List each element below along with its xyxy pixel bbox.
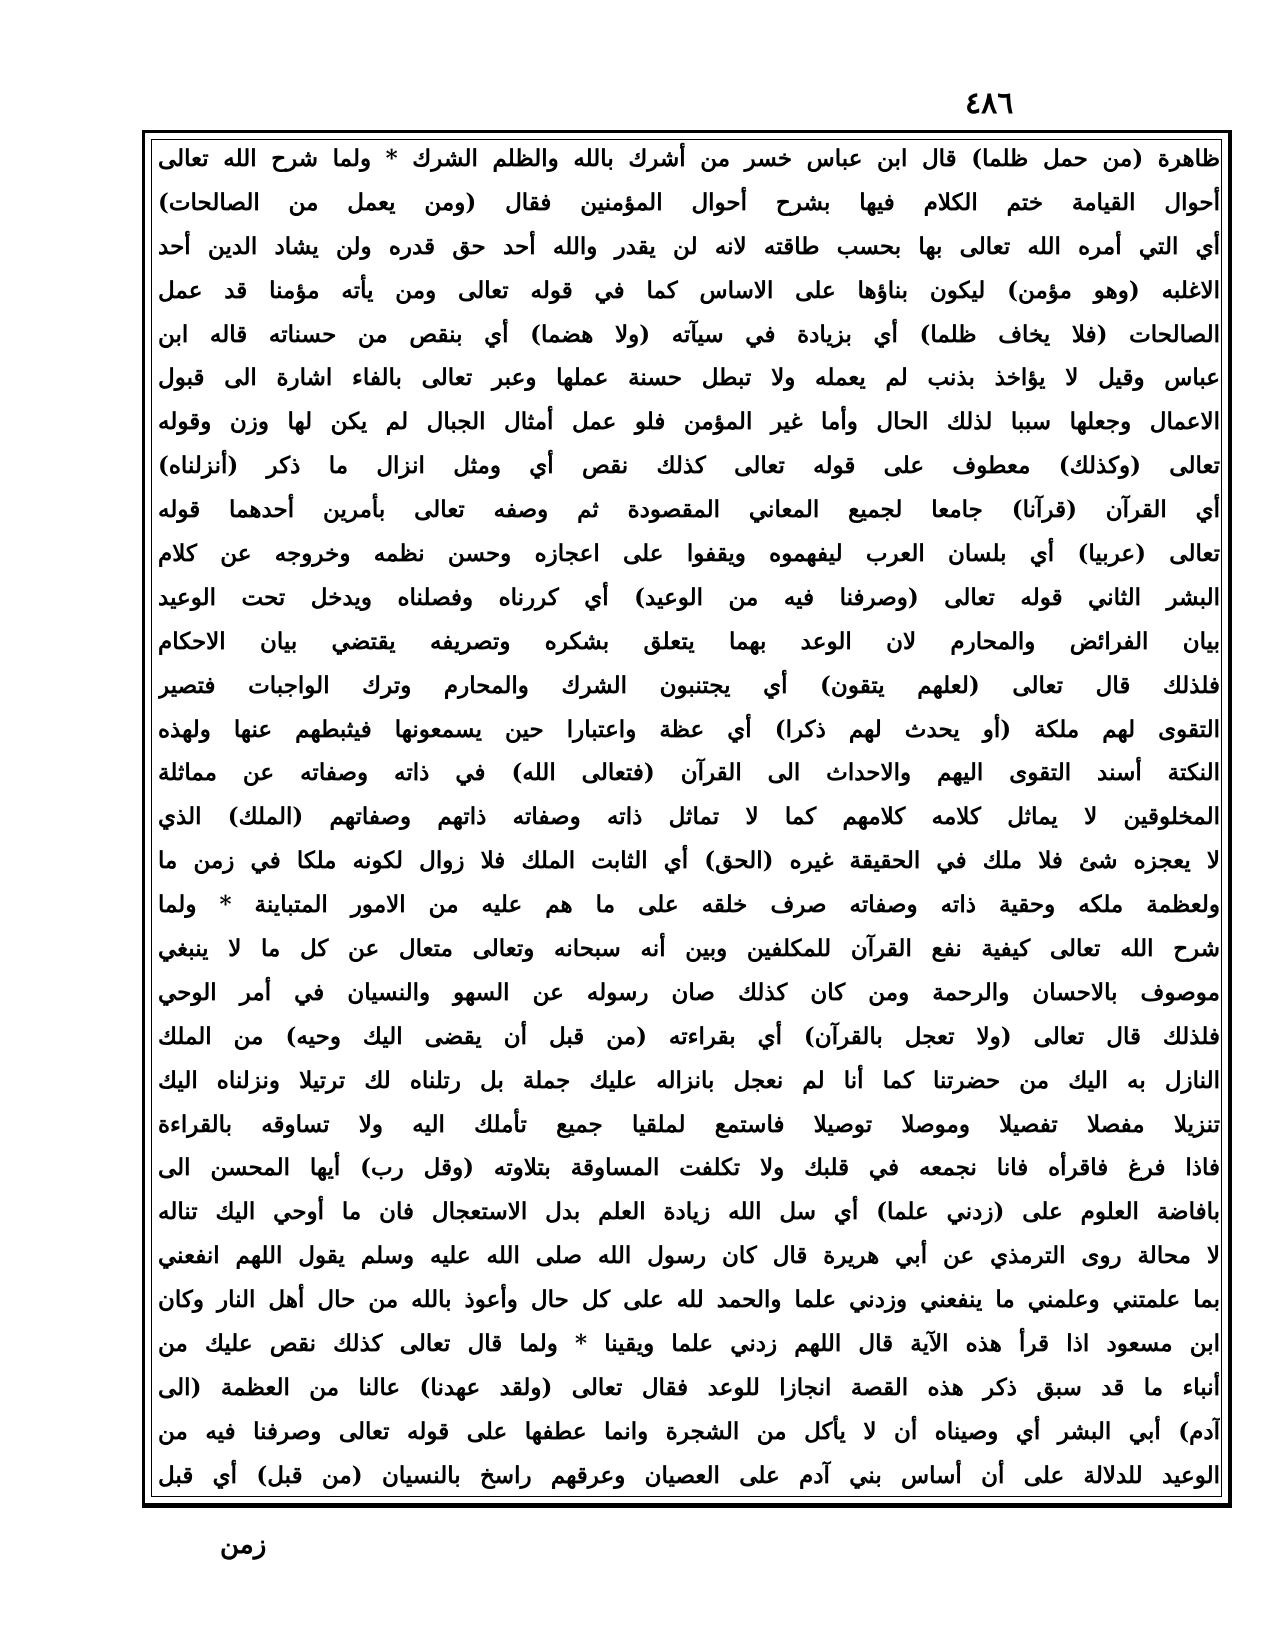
- catchword: زمن: [220, 1530, 267, 1560]
- text-line: فاذا فرغ فاقرأه فانا نجمعه في قلبك ولا تكلفت المساوقة بتلاوته (وقل رب) أيها المحسن الى: [158, 1154, 1220, 1182]
- text-line: الاغلبه (وهو مؤمن) ليكون بناؤها على الاساس كما في قوله تعالى ومن يأته مؤمنا قد عمل: [158, 276, 1220, 304]
- text-line: بافاضة العلوم على (زدني علما) أي سل الله زيادة العلم بدل الاستعجال فان ما أوحي اليك تناله: [158, 1198, 1220, 1226]
- text-line: فلذلك قال تعالى (لعلهم يتقون) أي يجتنبون الشرك والمحارم وترك الواجبات فتصير: [158, 671, 1220, 699]
- text-line: ظاهرة (من حمل ظلما) قال ابن عباس خسر من أشرك بالله والظلم الشرك * ولما شرح الله تعالى: [158, 145, 1220, 172]
- text-line: الاعمال وجعلها سببا لذلك الحال وأما غير المؤمن فلو عمل أمثال الجبال لم يكن لها وزن وقوله: [158, 408, 1220, 436]
- text-line: شرح الله تعالى كيفية نفع القرآن للمكلفين وبين أنه سبحانه وتعالى متعال عن كل ما لا ينبغي: [158, 935, 1220, 963]
- text-line: أي القرآن (قرآنا) جامعا لجميع المعاني المقصودة ثم وصفه تعالى بأمرين أحدهما قوله: [158, 496, 1220, 524]
- text-line: الوعيد للدلالة على أن أساس بني آدم على العصيان وعرقهم راسخ بالنسيان (من قبل) أي قبل: [158, 1461, 1220, 1489]
- text-line: تعالى (وكذلك) معطوف على قوله تعالى كذلك نقص أي ومثل انزال ما ذكر (أنزلناه): [158, 452, 1220, 480]
- text-line: الصالحات (فلا يخاف ظلما) أي بزيادة في سيآته (ولا هضما) أي بنقص من حسناته قاله ابن: [158, 320, 1220, 348]
- text-line: فلذلك قال تعالى (ولا تعجل بالقرآن) أي بقراءته (من قبل أن يقضى اليك وحيه) من الملك: [158, 1022, 1220, 1050]
- text-line: ابن مسعود اذا قرأ هذه الآية قال اللهم زدني علما ويقينا * ولما قال تعالى كذلك نقص عليك من: [158, 1330, 1220, 1358]
- text-line: أحوال القيامة ختم الكلام فيها بشرح أحوال المؤمنين فقال (ومن يعمل من الصالحات): [158, 188, 1220, 216]
- text-line: ولعظمة ملكه وحقية ذاته وصفاته صرف خلقه على ما هم عليه من الامور المتباينة * ولما: [158, 891, 1220, 919]
- text-line: تعالى (عربيا) أي بلسان العرب ليفهموه ويقفوا على اعجازه وحسن نظمه وخروجه عن كلام: [158, 540, 1220, 568]
- text-line: بيان الفرائض والمحارم لان الوعد بهما يتعلق بشكره وتصريفه يقتضي بيان الاحكام: [158, 627, 1220, 655]
- text-line: لا يعجزه شئ فلا ملك في الحقيقة غيره (الحق) أي الثابت الملك فلا زوال لكونه ملكا في زمن ما: [158, 847, 1220, 875]
- text-line: لا محالة روى الترمذي عن أبي هريرة قال كان رسول الله صلى الله عليه وسلم يقول اللهم انفعني: [158, 1242, 1220, 1270]
- text-line: البشر الثاني قوله تعالى (وصرفنا فيه من الوعيد) أي كررناه وفصلناه ويدخل تحت الوعيد: [158, 583, 1220, 611]
- text-line: موصوف بالاحسان والرحمة ومن كان كذلك صان رسوله عن السهو والنسيان في أمر الوحي: [158, 978, 1220, 1006]
- page-number: ٤٨٦: [965, 86, 1014, 121]
- text-line: تنزيلا مفصلا تفصيلا وموصلا توصيلا فاستمع لملقيا جميع تأملك اليه ولا تساوقه بالقراءة: [158, 1110, 1220, 1138]
- text-line: أنباء ما قد سبق ذكر هذه القصة انجازا للوعد فقال تعالى (ولقد عهدنا) عالنا من العظمة (الى: [158, 1373, 1220, 1401]
- text-line: النكتة أسند التقوى اليهم والاحداث الى القرآن (فتعالى الله) في ذاته وصفاته عن مماثلة: [158, 759, 1220, 787]
- text-line: آدم) أبي البشر أي وصيناه أن لا يأكل من الشجرة وانما عطفها على قوله تعالى وصرفنا فيه من: [158, 1417, 1220, 1445]
- text-line: المخلوقين لا يماثل كلامه كلامهم كما لا تماثل ذاته وصفاته ذاتهم وصفاتهم (الملك) الذي: [158, 803, 1220, 831]
- text-line: التقوى لهم ملكة (أو يحدث لهم ذكرا) أي عظة واعتبارا حين يسمعونها فيثبطهم عنها ولهذه: [158, 715, 1220, 743]
- text-line: النازل به اليك من حضرتنا كما أنا لم نعجل بانزاله عليك جملة بل رتلناه لك ترتيلا ونزلناه اليك: [158, 1066, 1220, 1094]
- text-body: [158, 140, 1220, 1495]
- text-line: بما علمتني وعلمني ما ينفعني وزدني علما والحمد لله على كل حال وأعوذ بالله من حال أهل النار وكان: [158, 1286, 1220, 1314]
- text-line: أي التي أمره الله تعالى بها بحسب طاقته لانه لن يقدر والله أحد حق قدره ولن يشاد الدين أحد: [158, 232, 1220, 260]
- text-line: عباس وقيل لا يؤاخذ بذنب لم يعمله ولا تبطل حسنة عملها وعبر تعالى بالفاء اشارة الى قبول: [158, 364, 1220, 392]
